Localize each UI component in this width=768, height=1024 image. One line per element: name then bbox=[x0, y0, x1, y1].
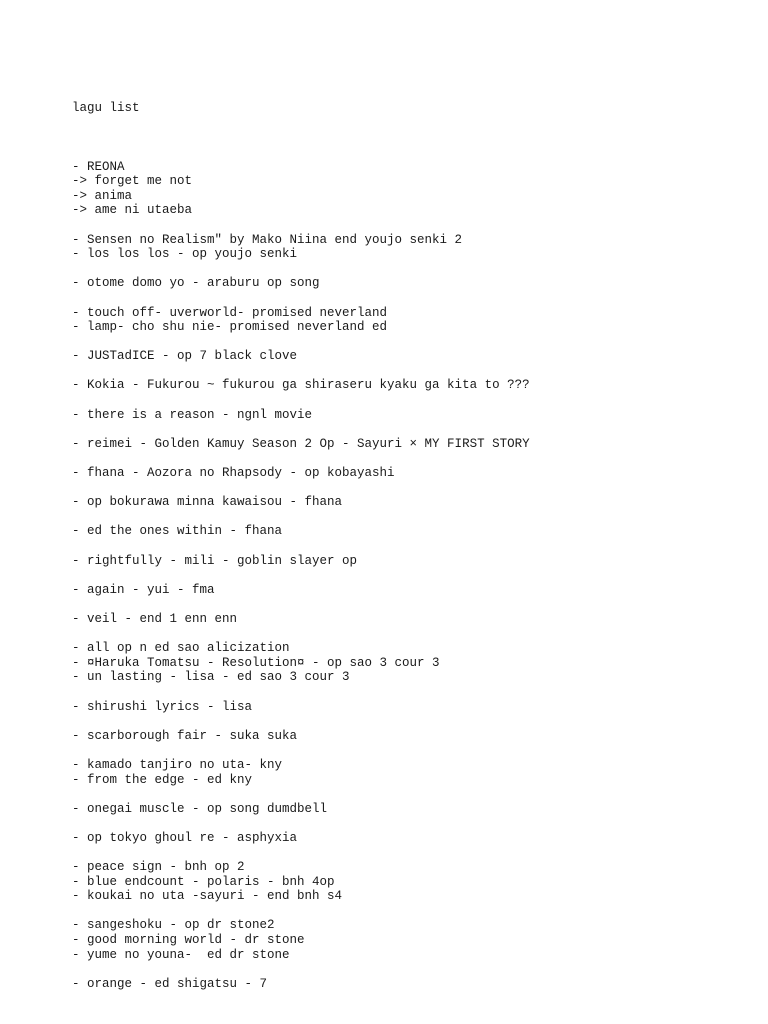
song-group bbox=[72, 554, 732, 569]
list-item: - good morning world - dr stone bbox=[72, 933, 305, 948]
list-item: - otome domo yo - araburu op song bbox=[72, 276, 320, 291]
song-group bbox=[72, 306, 732, 335]
song-group bbox=[72, 437, 732, 452]
song-group bbox=[72, 466, 732, 481]
list-item: - lamp- cho shu nie- promised neverland ed bbox=[72, 320, 388, 335]
list-item: - ¤Haruka Tomatsu - Resolution¤ - op sao 3 cour 3 bbox=[72, 655, 440, 670]
song-group bbox=[72, 641, 732, 685]
song-group bbox=[72, 160, 732, 218]
song-group bbox=[72, 758, 732, 787]
list-item: - op bokurawa minna kawaisou - fhana bbox=[72, 495, 343, 510]
list-item: - peace sign - bnh op 2 bbox=[72, 860, 245, 875]
song-group bbox=[72, 583, 732, 598]
song-group bbox=[72, 860, 732, 904]
song-group bbox=[72, 276, 732, 291]
list-item: - shirushi lyrics - lisa bbox=[72, 699, 253, 714]
song-group bbox=[72, 524, 732, 539]
list-item: - ed the ones within - fhana bbox=[72, 524, 283, 539]
list-item: - kamado tanjiro no uta- kny bbox=[72, 757, 283, 772]
song-group bbox=[72, 700, 732, 715]
song-group bbox=[72, 378, 732, 393]
song-group bbox=[72, 802, 732, 817]
document-page bbox=[72, 72, 732, 1021]
song-group bbox=[72, 831, 732, 846]
song-group bbox=[72, 612, 732, 627]
list-item: - blue endcount - polaris - bnh 4op bbox=[72, 874, 335, 889]
list-item: - fhana - Aozora no Rhapsody - op kobayashi bbox=[72, 466, 395, 481]
list-item: - Sensen no Realism" by Mako Niina end youjo senki 2 bbox=[72, 232, 463, 247]
list-item: - orange - ed shigatsu - 7 bbox=[72, 976, 268, 991]
list-item: - REONA bbox=[72, 159, 125, 174]
song-group bbox=[72, 729, 732, 744]
list-item: -> anima bbox=[72, 188, 133, 203]
list-item: - again - yui - fma bbox=[72, 582, 215, 597]
song-group bbox=[72, 495, 732, 510]
list-item: -> ame ni utaeba bbox=[72, 203, 193, 218]
list-item: - los los los - op youjo senki bbox=[72, 247, 298, 262]
song-group bbox=[72, 233, 732, 262]
song-list bbox=[72, 160, 732, 992]
list-item: -> forget me not bbox=[72, 174, 193, 189]
list-item: - JUSTadICE - op 7 black clove bbox=[72, 349, 298, 364]
list-item: - all op n ed sao alicization bbox=[72, 641, 290, 656]
list-item: - touch off- uverworld- promised neverland bbox=[72, 305, 388, 320]
list-item: - from the edge - ed kny bbox=[72, 772, 253, 787]
list-item: - op tokyo ghoul re - asphyxia bbox=[72, 830, 298, 845]
song-group bbox=[72, 349, 732, 364]
list-item: - Kokia - Fukurou ~ fukurou ga shiraseru kyaku ga kita to ??? bbox=[72, 378, 530, 393]
list-item: - veil - end 1 enn enn bbox=[72, 611, 238, 626]
list-item: - un lasting - lisa - ed sao 3 cour 3 bbox=[72, 670, 350, 685]
song-group bbox=[72, 977, 732, 992]
song-group bbox=[72, 918, 732, 962]
list-item: - there is a reason - ngnl movie bbox=[72, 407, 313, 422]
list-item: - scarborough fair - suka suka bbox=[72, 728, 298, 743]
list-item: - yume no youna- ed dr stone bbox=[72, 947, 290, 962]
list-item: - onegai muscle - op song dumdbell bbox=[72, 801, 328, 816]
list-item: - koukai no uta -sayuri - end bnh s4 bbox=[72, 889, 343, 904]
document-title: lagu list bbox=[72, 101, 140, 116]
list-item: - sangeshoku - op dr stone2 bbox=[72, 918, 275, 933]
song-group bbox=[72, 408, 732, 423]
list-item: - reimei - Golden Kamuy Season 2 Op - Sayuri × MY FIRST STORY bbox=[72, 436, 530, 451]
list-item: - rightfully - mili - goblin slayer op bbox=[72, 553, 358, 568]
